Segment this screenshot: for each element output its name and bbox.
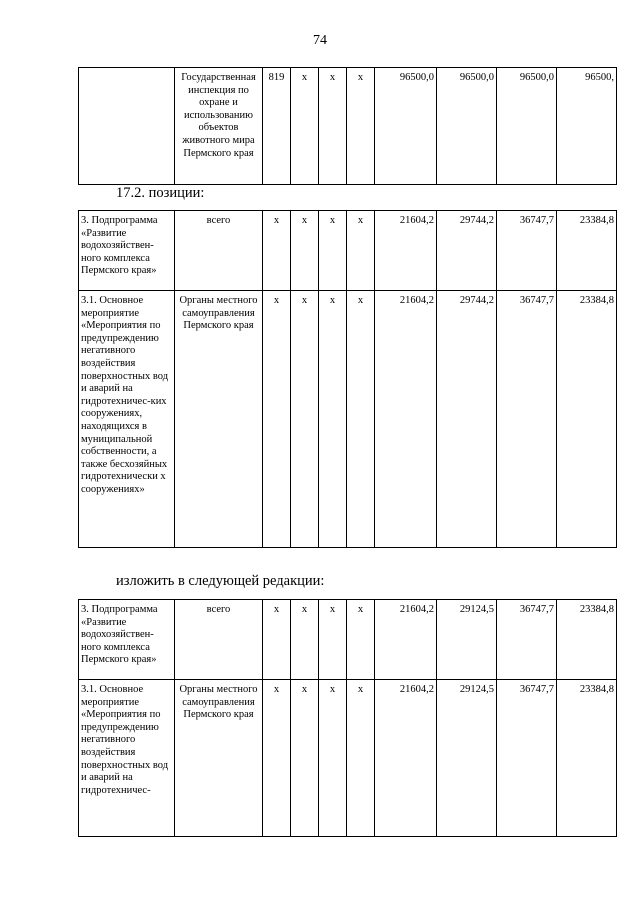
old-positions-table — [78, 210, 617, 548]
value-cell: 96500,0 — [497, 68, 557, 185]
responsible-cell: Органы местного самоуправления Пермского края — [175, 291, 263, 548]
x-cell: х — [347, 291, 375, 548]
value-cell: 23384,8 — [557, 600, 617, 680]
section-new-edition-label: изложить в следующей редакции: — [116, 573, 325, 589]
value-cell: 36747,7 — [497, 211, 557, 291]
program-name-cell: 3.1. Основное мероприятие «Мероприятия по предупреждению негативного воздействия поверхностных вод и аварий на гидротехничес- — [79, 680, 175, 837]
x-cell: х — [319, 680, 347, 837]
table-row — [79, 600, 617, 680]
program-name-cell: 3. Подпрограмма «Развитие водохозяйствен-ного комплекса Пермского края» — [79, 600, 175, 680]
value-cell: 29124,5 — [437, 680, 497, 837]
x-cell: х — [347, 680, 375, 837]
program-name-cell: 3.1. Основное мероприятие «Мероприятия по предупреждению негативного воздействия поверхностных вод и аварий на гидротехничес-ких сооружениях, находящихся в муниципальной собственности, а также бесхозяйных гидротехнически х сооружениях» — [79, 291, 175, 548]
code-cell: 819 — [263, 68, 291, 185]
table-row — [79, 68, 617, 185]
x-cell: х — [291, 211, 319, 291]
value-cell: 21604,2 — [375, 600, 437, 680]
value-cell: 21604,2 — [375, 680, 437, 837]
value-cell: 36747,7 — [497, 291, 557, 548]
x-cell: х — [347, 68, 375, 185]
x-cell: х — [319, 291, 347, 548]
new-positions-table — [78, 599, 617, 837]
value-cell: 23384,8 — [557, 291, 617, 548]
value-cell: 36747,7 — [497, 680, 557, 837]
x-cell: х — [347, 600, 375, 680]
value-cell: 29124,5 — [437, 600, 497, 680]
table-row — [79, 291, 617, 548]
x-cell: х — [263, 600, 291, 680]
x-cell: х — [263, 291, 291, 548]
value-cell: 29744,2 — [437, 211, 497, 291]
value-cell: 36747,7 — [497, 600, 557, 680]
x-cell: х — [319, 600, 347, 680]
top-budget-table — [78, 67, 617, 185]
x-cell: х — [291, 291, 319, 548]
program-name-cell: 3. Подпрограмма «Развитие водохозяйствен-ного комплекса Пермского края» — [79, 211, 175, 291]
responsible-cell: Государственная инспекция по охране и использованию объектов животного мира Пермского края — [175, 68, 263, 185]
value-cell: 96500,0 — [375, 68, 437, 185]
value-cell: 21604,2 — [375, 211, 437, 291]
responsible-cell: всего — [175, 600, 263, 680]
value-cell: 96500,0 — [437, 68, 497, 185]
x-cell: х — [291, 600, 319, 680]
value-cell: 29744,2 — [437, 291, 497, 548]
x-cell: х — [319, 68, 347, 185]
value-cell: 23384,8 — [557, 211, 617, 291]
x-cell: х — [319, 211, 347, 291]
responsible-cell: Органы местного самоуправления Пермского края — [175, 680, 263, 837]
x-cell: х — [263, 680, 291, 837]
value-cell: 23384,8 — [557, 680, 617, 837]
table-row — [79, 680, 617, 837]
value-cell: 21604,2 — [375, 291, 437, 548]
x-cell: х — [291, 680, 319, 837]
responsible-cell: всего — [175, 211, 263, 291]
program-name-cell — [79, 68, 175, 185]
value-cell: 96500, — [557, 68, 617, 185]
x-cell: х — [291, 68, 319, 185]
page-number: 74 — [313, 33, 327, 48]
x-cell: х — [263, 211, 291, 291]
table-row — [79, 211, 617, 291]
section-positions-label: 17.2. позиции: — [116, 185, 205, 201]
x-cell: х — [347, 211, 375, 291]
